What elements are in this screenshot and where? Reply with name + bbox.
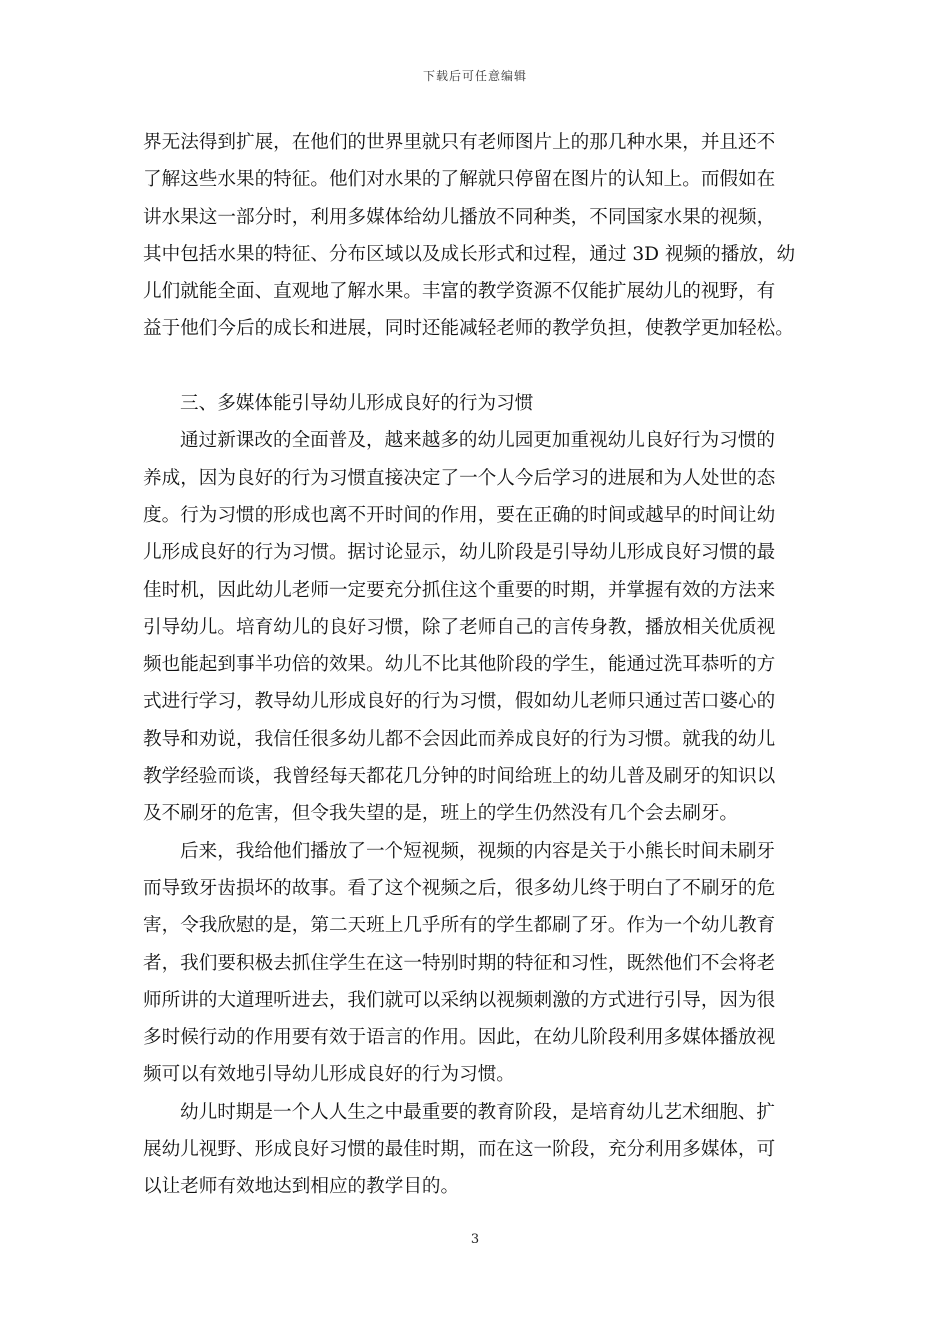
paragraph-1 xyxy=(143,124,811,348)
paragraph-gap xyxy=(143,348,811,385)
paragraph-2-line: 度。行为习惯的形成也离不开时间的作用，要在正确的时间或越早的时间让幼 xyxy=(143,504,776,526)
paragraph-4-line: 以让老师有效地达到相应的教学目的。 xyxy=(143,1176,460,1198)
paragraph-2-line: 儿形成良好的行为习惯。据讨论显示，幼儿阶段是引导幼儿形成良好习惯的最 xyxy=(143,542,776,564)
paragraph-2-line: 引导幼儿。培育幼儿的良好习惯，除了老师自己的言传身教，播放相关优质视 xyxy=(143,616,776,638)
paragraph-2-line: 式进行学习，教导幼儿形成良好的行为习惯，假如幼儿老师只通过苦口婆心的 xyxy=(143,691,776,713)
paragraph-1-line: 界无法得到扩展，在他们的世界里就只有老师图片上的那几种水果，并且还不 xyxy=(143,132,776,153)
paragraph-2-line: 及不刷牙的危害，但令我失望的是，班上的学生仍然没有几个会去刷牙。 xyxy=(143,803,739,825)
paragraph-3-line: 害，令我欣慰的是，第二天班上几乎所有的学生都刷了牙。作为一个幼儿教育 xyxy=(143,915,776,937)
paragraph-3-line: 频可以有效地引导幼儿形成良好的行为习惯。 xyxy=(143,1064,515,1086)
section-heading: 三、多媒体能引导幼儿形成良好的行为习惯 xyxy=(180,393,534,415)
paragraph-1-line: 了解这些水果的特征。他们对水果的了解就只停留在图片的认知上。而假如在 xyxy=(143,169,776,191)
paragraph-3 xyxy=(143,833,811,1094)
paragraph-3-line: 而导致牙齿损坏的故事。看了这个视频之后，很多幼儿终于明白了不刷牙的危 xyxy=(143,877,776,899)
paragraph-2-line: 教导和劝说，我信任很多幼儿都不会因此而养成良好的行为习惯。就我的幼儿 xyxy=(143,728,776,750)
paragraph-2-line: 通过新课改的全面普及，越来越多的幼儿园更加重视幼儿良好行为习惯的 xyxy=(180,430,776,452)
paragraph-3-line: 师所讲的大道理听进去，我们就可以采纳以视频刺激的方式进行引导，因为很 xyxy=(143,989,776,1011)
paragraph-1-line: 其中包括水果的特征、分布区域以及成长形式和过程，通过 3D 视频的播放，幼 xyxy=(143,243,796,265)
paragraph-1-line: 讲水果这一部分时，利用多媒体给幼儿播放不同种类，不同国家水果的视频， xyxy=(143,206,776,228)
paragraph-3-line: 者，我们要积极去抓住学生在这一特别时期的特征和习性，既然他们不会将老 xyxy=(143,952,776,974)
paragraph-4-line: 展幼儿视野、形成良好习惯的最佳时期，而在这一阶段，充分利用多媒体，可 xyxy=(143,1139,776,1161)
paragraph-2-line: 养成，因为良好的行为习惯直接决定了一个人今后学习的进展和为人处世的态 xyxy=(143,467,776,489)
page-number: 3 xyxy=(470,1232,480,1247)
paragraph-2 xyxy=(143,422,811,832)
document-body xyxy=(143,124,811,1206)
paragraph-2-line: 佳时机，因此幼儿老师一定要充分抓住这个重要的时期，并掌握有效的方法来 xyxy=(143,579,776,601)
paragraph-3-line: 后来，我给他们播放了一个短视频，视频的内容是关于小熊长时间未刷牙 xyxy=(180,840,776,862)
paragraph-1-line: 儿们就能全面、直观地了解水果。丰富的教学资源不仅能扩展幼儿的视野，有 xyxy=(143,281,776,303)
paragraph-2-line: 频也能起到事半功倍的效果。幼儿不比其他阶段的学生，能通过洗耳恭听的方 xyxy=(143,654,776,676)
paragraph-2-line: 教学经验而谈，我曾经每天都花几分钟的时间给班上的幼儿普及刷牙的知识以 xyxy=(143,766,776,788)
page-header: 下载后可任意编辑 xyxy=(422,69,527,83)
paragraph-4 xyxy=(143,1094,811,1206)
paragraph-1-line: 益于他们今后的成长和进展，同时还能减轻老师的教学负担，使教学更加轻松。 xyxy=(143,318,794,340)
paragraph-3-line: 多时候行动的作用要有效于语言的作用。因此，在幼儿阶段利用多媒体播放视 xyxy=(143,1027,776,1049)
paragraph-4-line: 幼儿时期是一个人人生之中最重要的教育阶段，是培育幼儿艺术细胞、扩 xyxy=(180,1101,776,1123)
